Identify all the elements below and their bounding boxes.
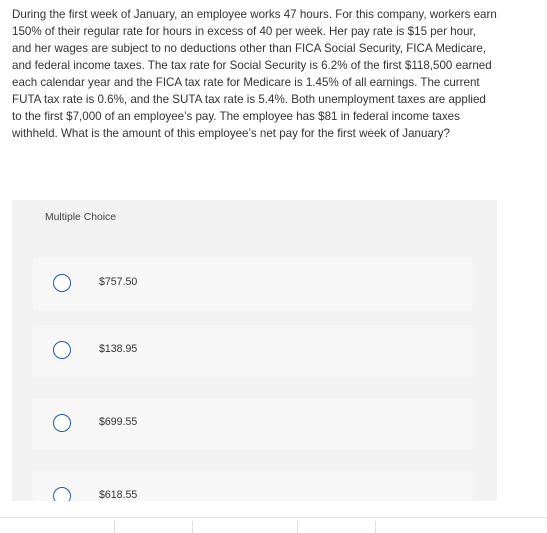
answer-option-1[interactable] — [33, 258, 473, 310]
answer-option-label: $138.95 — [99, 343, 138, 355]
answer-option-4[interactable] — [33, 471, 473, 501]
multiple-choice-header: Multiple Choice — [45, 212, 117, 223]
answer-option-label: $699.55 — [99, 416, 138, 428]
footer-bar — [0, 517, 547, 533]
answer-option-3[interactable] — [33, 398, 473, 450]
multiple-choice-panel — [12, 200, 497, 501]
footer-divider — [192, 521, 193, 533]
radio-button[interactable] — [53, 414, 71, 432]
footer-divider — [114, 521, 115, 533]
radio-button[interactable] — [53, 487, 71, 501]
footer-divider — [375, 521, 376, 533]
footer-divider — [297, 521, 298, 533]
radio-button[interactable] — [53, 274, 71, 292]
answer-option-label: $618.55 — [99, 489, 138, 501]
answer-option-2[interactable] — [33, 325, 473, 377]
radio-button[interactable] — [53, 341, 71, 359]
question-text: During the first week of January, an employee works 47 hours. For this company, workers earn 150% of their regular rate for hours in excess of 40 per week. Her pay rate is $15 per hour, and her wages are subject to no deductions other than FICA Social Security, FICA Medicare, and federal income taxes. The tax rate for Social Security is 6.2% of the first $118,500 earned each calendar year and the FICA tax rate for Medicare is 1.45% of all earnings. The current FUTA tax rate is 0.6%, and the SUTA tax rate is 5.4%. Both unemployment taxes are applied to the first $7,000 of an employee’s pay. The employee has $81 in federal income taxes withheld. What is the amount of this employee’s net pay for the first week of January? — [12, 8, 497, 140]
answer-option-label: $757.50 — [99, 276, 138, 288]
